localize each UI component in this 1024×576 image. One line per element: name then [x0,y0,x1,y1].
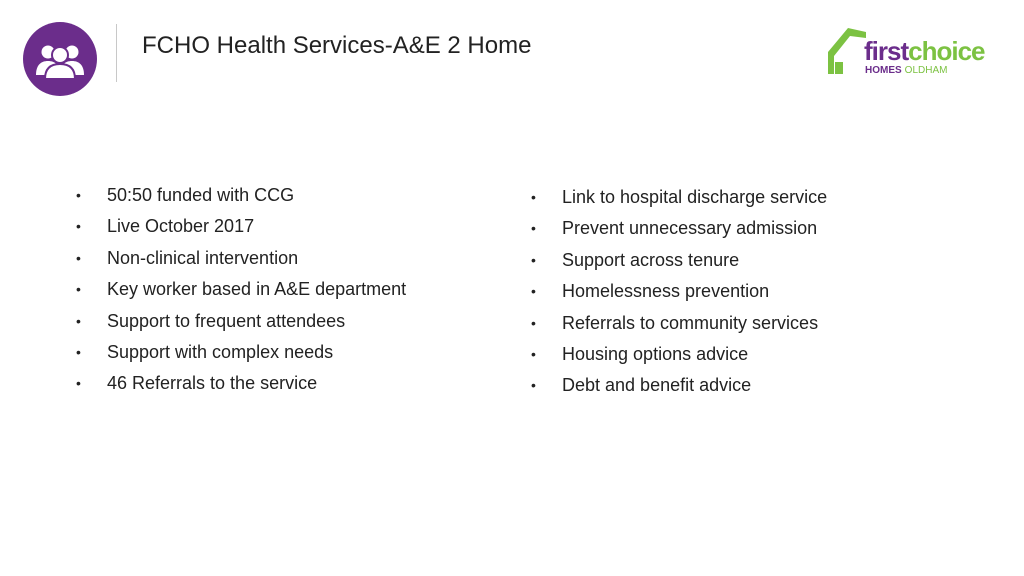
bullet-icon: • [531,377,536,394]
list-item: • 50:50 funded with CCG [76,185,295,205]
list-item: • Housing options advice [531,343,749,364]
list-item: • Debt and benefit advice [531,375,752,396]
list-item: • Non-clinical intervention [76,247,299,268]
logo-subtitle: HOMES OLDHAM [865,65,948,76]
list-item: • Support with complex needs [76,341,334,362]
bullet-icon: • [531,251,536,268]
list-item: • Prevent unnecessary admission [531,218,818,239]
firstchoice-logo [826,22,986,82]
list-item: • Key worker based in A&E department [76,279,407,300]
right-bullet-list [531,186,827,406]
bullet-icon: • [76,375,81,392]
logo-wordmark: firstchoice [864,36,985,66]
bullet-icon: • [531,314,536,331]
header-divider [116,24,117,82]
bullet-icon: • [531,345,536,362]
list-item: • Support across tenure [531,249,740,270]
bullet-icon: • [531,189,536,205]
bullet-icon: • [76,218,81,235]
left-bullet-list [76,184,406,404]
list-item: • Referrals to community services [531,312,819,333]
list-item: • Link to hospital discharge service [531,187,828,207]
people-group-icon [23,22,97,96]
list-item: • Live October 2017 [76,216,255,237]
bullet-icon: • [531,283,536,300]
list-item: • 46 Referrals to the service [76,373,318,394]
page-title: FCHO Health Services-A&E 2 Home [142,32,532,59]
bullet-icon: • [76,281,81,298]
house-roof-icon [826,22,866,82]
bullet-icon: • [531,220,536,237]
bullet-icon: • [76,249,81,266]
bullet-icon: • [76,187,81,203]
list-item: • Support to frequent attendees [76,310,346,331]
bullet-icon: • [76,343,81,360]
list-item: • Homelessness prevention [531,281,770,302]
bullet-icon: • [76,312,81,329]
